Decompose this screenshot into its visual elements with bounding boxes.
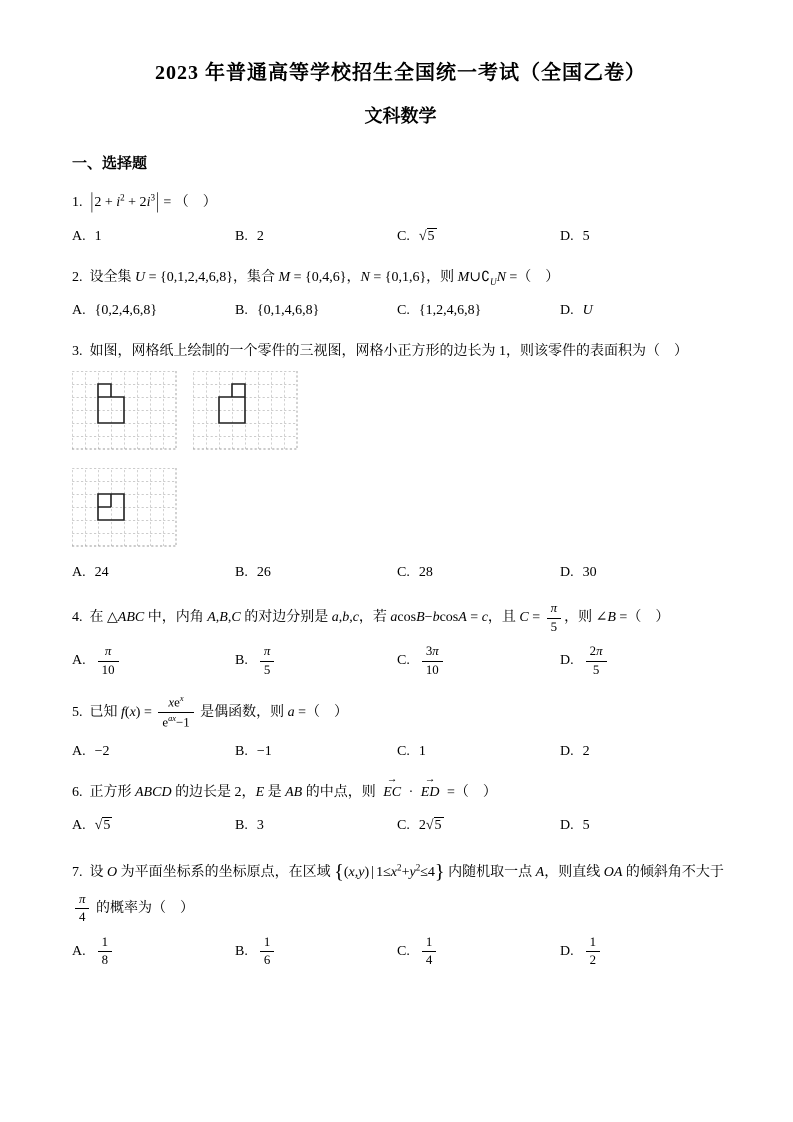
question-6-stem [72,780,729,806]
question-3-stem [72,339,729,365]
question-4-option-b: B. $\frac{\pi}{5}$ [235,644,397,678]
question-7-option-b: B. $\frac{1}{6}$ [235,935,397,969]
question-5-option-c: C. 1 [397,743,426,759]
question-7-text: 设 O 为平面坐标系的坐标原点，在区域 {(x,y) | $1\le x^2+y^2\le 4$} 内随机取一点 A，则直线 OA 的倾斜角不大于 $\frac{\pi}{4}$ 的概率为（ ） [72,865,724,916]
question-1-stem [72,189,729,216]
question-6-text: 正方形 ABCD 的边长是 2，E 是 AB 的中点，则 → EC · → ED =（ ） [90,785,497,800]
question-7-number: 7. [72,865,83,881]
question-6-option-a: A. √5 [72,818,111,834]
question-4-stem [72,601,729,635]
top-view-figure [72,468,177,547]
question-7-option-c: C. $\frac{1}{4}$ [397,935,560,969]
question-7-option-d: D. $\frac{1}{2}$ [560,935,729,969]
question-3 [72,339,729,585]
question-1-text: $|2 + i^2 + 2i^3|$ = （ ） [90,189,217,214]
section-choice-questions: 一、选择题 [72,156,148,172]
question-1 [72,189,729,249]
question-7-option-a: A. $\frac{1}{8}$ [72,935,235,969]
question-4-number: 4. [72,610,83,626]
question-5-option-a: A. −2 [72,743,110,759]
three-view-figures [72,371,729,547]
question-3-options [72,561,729,585]
exam-title: 2023 年普通高等学校招生全国统一考试（全国乙卷） [155,62,646,84]
question-1-option-d: D. 5 [560,228,590,244]
question-1-number: 1. [72,194,83,210]
question-1-option-a: A. 1 [72,228,102,244]
question-5-options [72,740,729,764]
question-6-option-d: D. 5 [560,818,590,834]
question-5-text: 已知 f(x) = $\frac{xe^x}{e^{ax}-1}$ 是偶函数，则 a =（ ） [89,694,349,730]
question-3-option-d: D. 30 [560,565,597,581]
question-5-option-b: B. −1 [235,743,272,759]
question-2-options [72,299,729,323]
question-2 [72,265,729,324]
question-6 [72,780,729,839]
question-2-option-b: B. {0,1,4,6,8} [235,303,320,319]
three-view-top-row [72,371,729,450]
question-6-option-b: B. 3 [235,818,264,834]
question-4-options [72,644,729,678]
question-6-number: 6. [72,784,83,800]
question-5-number: 5. [72,704,83,720]
question-4-option-d: D. $\frac{2\pi}{5}$ [560,644,729,678]
question-2-text: 设全集 U = {0,1,2,4,6,8}，集合 M = {0,4,6}，N = {0,1,6}，则 $M\cup∁_UN$ =（ ） [89,269,560,287]
question-3-option-c: C. 28 [397,565,433,581]
question-3-text: 如图，网格纸上绘制的一个零件的三视图，网格小正方形的边长为 1，则该零件的表面积为（ ） [89,344,688,360]
question-1-options [72,225,729,249]
question-7-stem [72,854,729,925]
question-3-option-b: B. 26 [235,565,271,581]
question-3-number: 3. [72,344,83,360]
question-4 [72,601,729,678]
exam-subject: 文科数学 [364,106,437,126]
side-view-figure [193,371,298,450]
question-4-option-a: A. $\frac{\pi}{10}$ [72,644,235,678]
question-3-option-a: A. 24 [72,565,109,581]
front-view-figure [72,371,177,450]
question-5-stem [72,694,729,730]
question-6-option-c: C. 2√5 [397,818,442,834]
question-2-stem [72,265,729,291]
question-2-number: 2. [72,269,83,285]
question-2-option-c: C. {1,2,4,6,8} [397,303,482,319]
question-1-option-b: B. 2 [235,228,264,244]
question-5 [72,694,729,763]
question-7 [72,854,729,968]
question-4-text: 在 △ABC 中，内角 A,B,C 的对边分别是 a,b,c，若 acosB−bcosA = c，且 C = $\frac{\pi}{5}$ ，则 ∠B =（ ） [89,601,670,634]
question-4-option-c: C. $\frac{3\pi}{10}$ [397,644,560,678]
question-6-options [72,814,729,838]
question-1-option-c: C. √5 [397,228,435,244]
question-2-option-d: D. U [560,303,593,319]
question-2-option-a: A. {0,2,4,6,8} [72,303,158,319]
question-7-options [72,935,729,969]
question-5-option-d: D. 2 [560,743,590,759]
